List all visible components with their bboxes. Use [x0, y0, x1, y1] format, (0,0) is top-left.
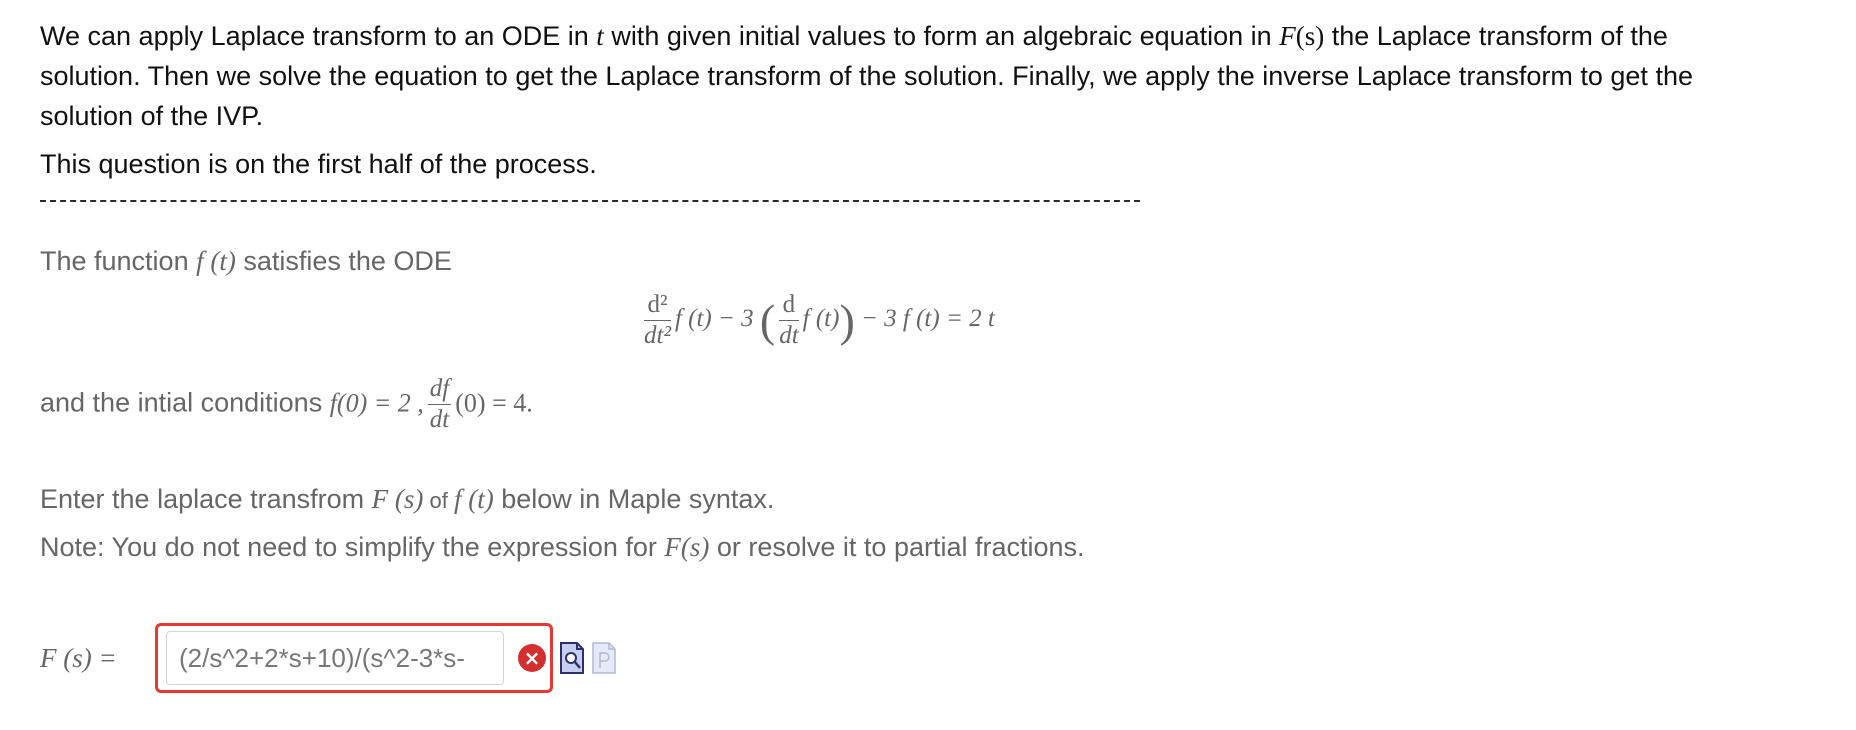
fraction-denominator: dt²	[644, 322, 671, 349]
fraction-denominator: dt	[779, 322, 799, 349]
text-segment: Enter the laplace transfrom	[40, 484, 372, 514]
math-var-F: F	[1279, 21, 1296, 51]
text-segment: of	[423, 488, 454, 513]
ode-equation	[640, 290, 995, 351]
answer-box	[155, 623, 553, 693]
simplify-note	[40, 532, 1085, 563]
error-x-icon: ×	[518, 644, 546, 672]
math-arg-s: (s)	[1295, 21, 1325, 51]
fraction-denominator: dt	[429, 406, 450, 433]
initial-value-f0: f(0) = 2 ,	[329, 388, 424, 418]
right-paren: )	[839, 295, 855, 346]
answer-input[interactable]	[166, 631, 504, 685]
ode-intro	[40, 246, 452, 277]
equation-term: f (t) − 3	[674, 305, 754, 333]
math-f-of-t: f (t)	[196, 246, 236, 276]
text-segment: the Laplace transform of the solution. Then we solve the equation to get the Laplace transform of the solution. Finally, we apply the inverse Laplace transform to get the solution of the IVP.	[40, 21, 1693, 131]
math-F-of-s: F(s)	[664, 532, 710, 562]
equation-term: f (t)	[802, 305, 840, 333]
separator-line	[40, 200, 1140, 202]
text-segment: The function	[40, 246, 197, 276]
text-segment: We can apply Laplace transform to an ODE in	[40, 21, 597, 51]
first-derivative-fraction	[779, 290, 798, 351]
fraction-numerator: df	[428, 374, 451, 405]
text-segment: satisfies the ODE	[235, 246, 452, 276]
instructions	[40, 16, 1760, 184]
initial-value-df0: (0) = 4.	[455, 388, 533, 418]
text-segment: or resolve it to partial fractions.	[709, 532, 1085, 562]
initial-conditions	[40, 374, 533, 435]
text-segment: Note: You do not need to simplify the expression for	[40, 532, 665, 562]
answer-row	[40, 620, 617, 696]
math-F-of-s: F (s)	[371, 484, 424, 514]
derivative-fraction	[428, 374, 451, 435]
equation-term: − 3 f (t) = 2 t	[861, 305, 995, 333]
fraction-numerator: d	[779, 290, 798, 321]
document-icon[interactable]	[591, 641, 617, 675]
text-segment: and the intial conditions	[40, 387, 330, 418]
text-segment: below in Maple syntax.	[493, 484, 775, 514]
second-derivative-fraction	[644, 290, 671, 351]
left-paren: (	[759, 295, 776, 346]
fraction-numerator: d²	[644, 290, 671, 321]
answer-label: F (s) =	[40, 642, 117, 673]
entry-instructions	[40, 484, 774, 515]
preview-magnifier-icon[interactable]	[559, 641, 585, 675]
math-var-t: t	[596, 21, 604, 51]
text-segment: with given initial values to form an algebraic equation in	[603, 21, 1280, 51]
instructions-paragraph	[40, 16, 1760, 136]
process-note: This question is on the first half of the process.	[40, 149, 597, 179]
math-f-of-t: f (t)	[453, 484, 494, 514]
